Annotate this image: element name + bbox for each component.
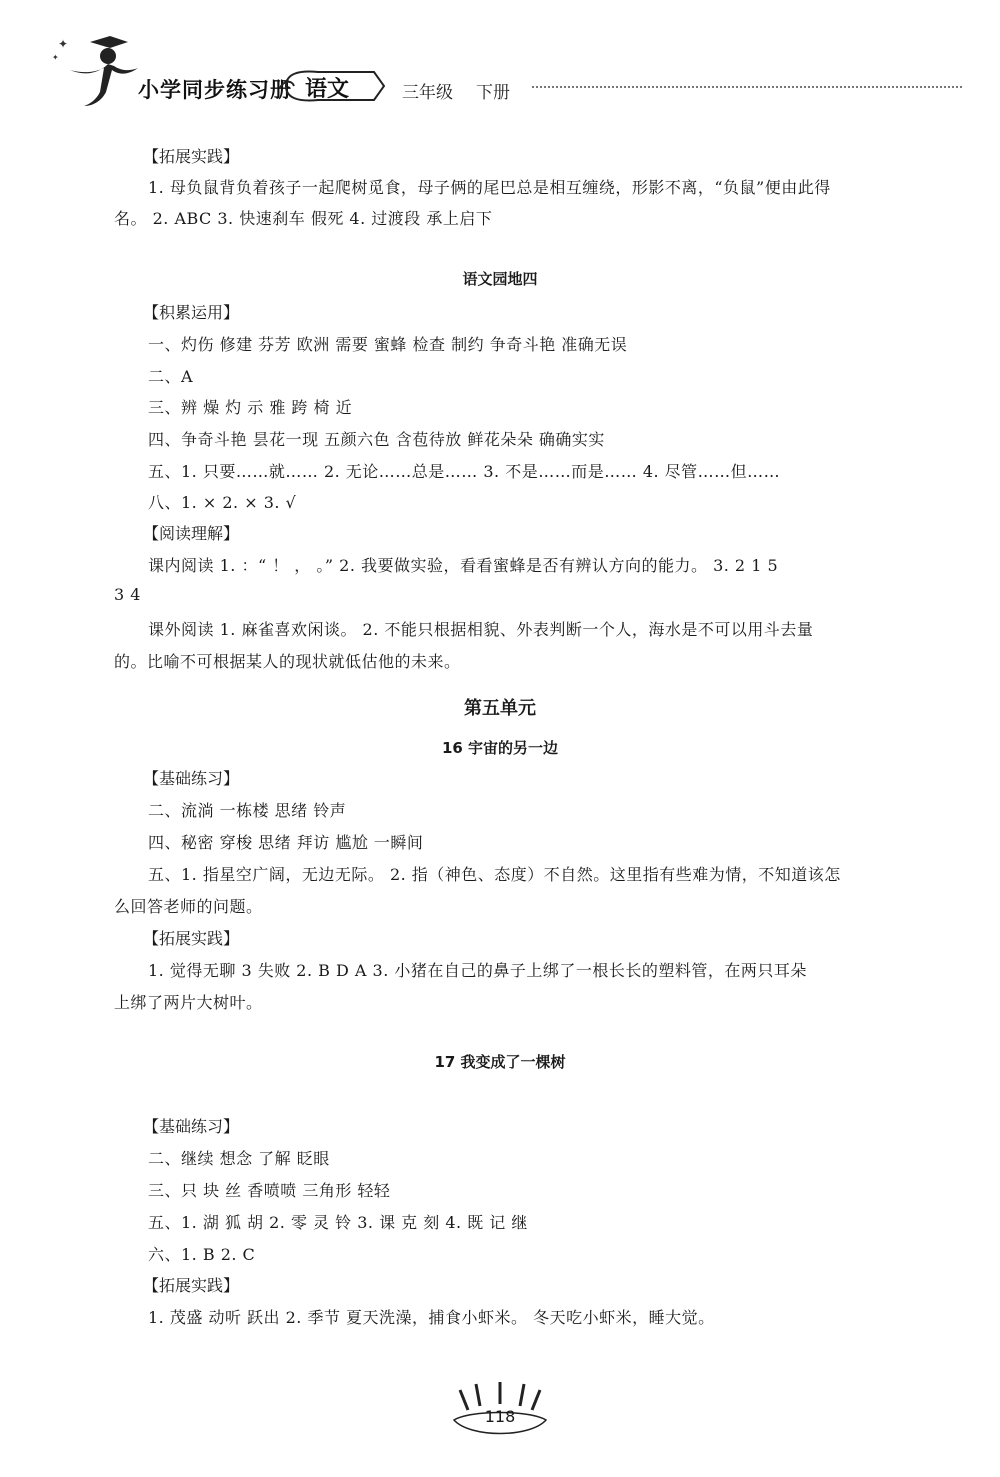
answer-line: 五、1. 指星空广阔，无边无际。 2. 指（神色、态度）不自然。这里指有些难为情，不知道该怎	[148, 865, 841, 884]
answer-line: 上绑了两片大树叶。	[114, 993, 263, 1012]
answer-line: 八、1. × 2. × 3. √	[148, 493, 297, 512]
answer-line: 二、继续 想念 了解 眨眼	[148, 1149, 330, 1168]
answer-line: 名。 2. ABC 3. 快速刹车 假死 4. 过渡段 承上启下	[114, 209, 493, 228]
section-heading-reading: 【阅读理解】	[143, 524, 240, 543]
header-dotted-rule	[532, 86, 962, 88]
volume-label: 下册	[476, 83, 510, 103]
answer-line: 1. 觉得无聊 3 失败 2. B D A 3. 小猪在自己的鼻子上绑了一根长长的塑料管，在两只耳朵	[148, 961, 807, 980]
lesson-title: 语文园地四	[462, 270, 538, 288]
book-title: 小学同步练习册	[138, 78, 292, 102]
answer-line: 四、秘密 穿梭 思绪 拜访 尴尬 一瞬间	[148, 833, 424, 852]
answer-line: 二、流淌 一栋楼 思绪 铃声	[148, 801, 347, 820]
answer-line: 六、1. B 2. C	[148, 1245, 256, 1264]
answer-line: 课内阅读 1. ：“ ！ ， 。” 2. 我要做实验，看看蜜蜂是否有辨认方向的能力。 3. 2 1 5	[148, 556, 779, 575]
svg-text:✦: ✦	[58, 37, 69, 51]
section-heading-extension: 【拓展实践】	[143, 1276, 240, 1295]
answer-line: 三、辨 燥 灼 示 雅 跨 椅 近	[148, 398, 353, 417]
section-heading-extension: 【拓展实践】	[143, 929, 240, 948]
answer-line: 四、争奇斗艳 昙花一现 五颜六色 含苞待放 鲜花朵朵 确确实实	[148, 430, 605, 449]
section-heading-extension: 【拓展实践】	[143, 147, 240, 166]
answer-line: 1. 母负鼠背负着孩子一起爬树觅食，母子俩的尾巴总是相互缠绕，形影不离，“负鼠”便由此得	[148, 178, 831, 197]
svg-text:✦: ✦	[52, 53, 59, 62]
lesson-title: 17 我变成了一棵树	[434, 1053, 566, 1071]
page-header	[30, 30, 970, 120]
answer-line: 3 4	[114, 585, 141, 604]
graduate-logo-icon	[50, 30, 140, 110]
answer-line: 一、灼伤 修建 芬芳 欧洲 需要 蜜蜂 检查 制约 争奇斗艳 准确无误	[148, 335, 628, 354]
answer-line: 课外阅读 1. 麻雀喜欢闲谈。 2. 不能只根据相貌、外表判断一个人，海水是不可以用斗去量	[148, 620, 814, 639]
answer-line: 五、1. 只要……就…… 2. 无论……总是…… 3. 不是……而是…… 4. 尽管……但……	[148, 462, 781, 481]
section-heading-basic: 【基础练习】	[143, 769, 240, 788]
answer-line: 1. 茂盛 动听 跃出 2. 季节 夏天洗澡，捕食小虾米。 冬天吃小虾米，睡大觉。	[148, 1308, 715, 1327]
unit-title: 第五单元	[464, 698, 536, 719]
answer-line: 么回答老师的问题。	[114, 897, 263, 916]
answer-line: 二、A	[148, 367, 194, 386]
answer-line: 三、只 块 丝 香喷喷 三角形 轻轻	[148, 1181, 391, 1200]
subject-label: 语文	[305, 77, 350, 102]
section-heading-basic: 【基础练习】	[143, 1117, 240, 1136]
section-heading-accumulate: 【积累运用】	[143, 303, 240, 322]
lesson-title: 16 宇宙的另一边	[441, 739, 559, 757]
page-number: 118	[484, 1407, 516, 1426]
answer-line: 的。比喻不可根据某人的现状就低估他的未来。	[114, 652, 461, 671]
grade-label: 三年级	[402, 83, 453, 103]
answer-line: 五、1. 湖 狐 胡 2. 零 灵 铃 3. 课 克 刻 4. 既 记 继	[148, 1213, 528, 1232]
